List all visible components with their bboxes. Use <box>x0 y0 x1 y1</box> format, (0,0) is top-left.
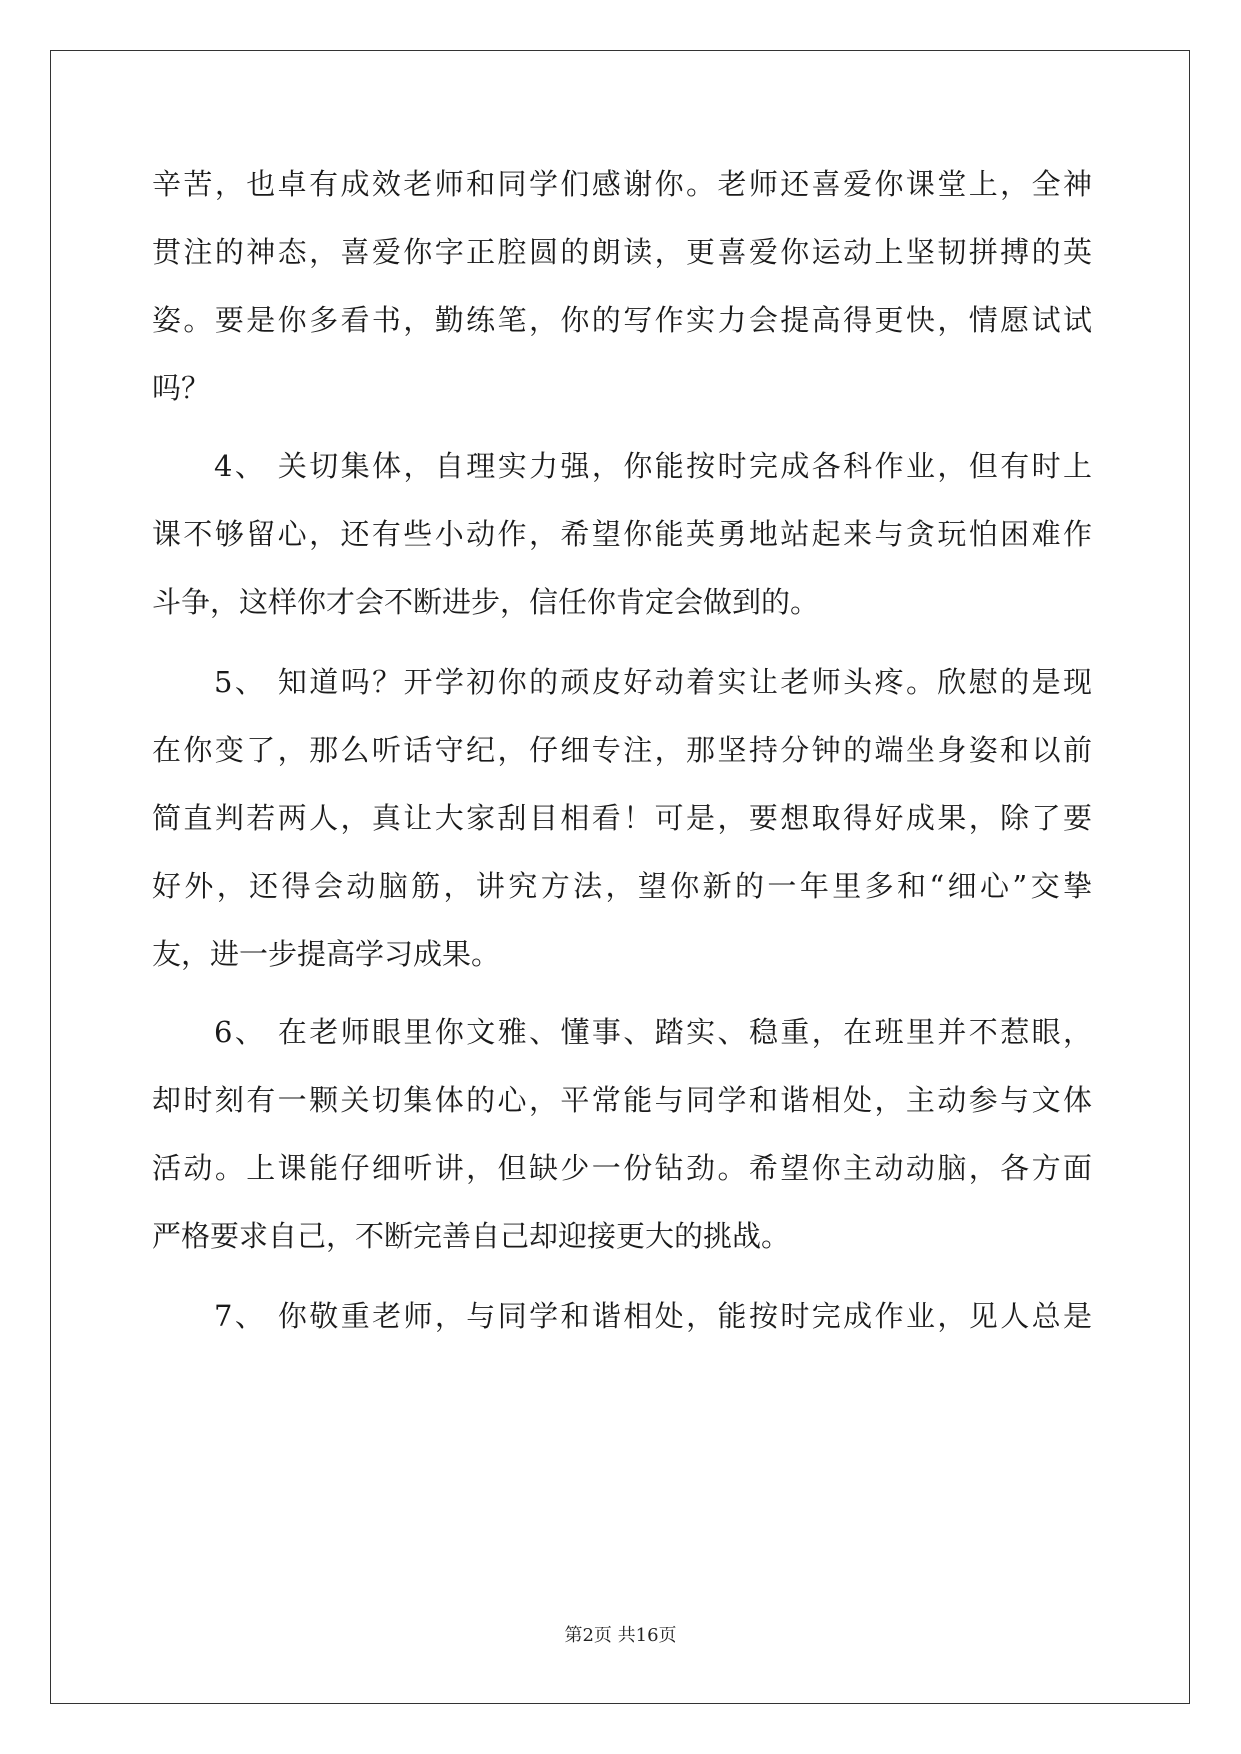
text-line: 严格要求自己，不断完善自己却迎接更大的挑战。 <box>152 1219 791 1253</box>
list-item-heading-line: 5、 知道吗？开学初你的顽皮好动着实让老师头疼。欣慰的是现 <box>214 665 1092 699</box>
list-item-heading-line: 6、 在老师眼里你文雅、懂事、踏实、稳重，在班里并不惹眼， <box>214 1015 1092 1049</box>
text-line: 课不够留心，还有些小动作，希望你能英勇地站起来与贪玩怕困难作 <box>152 517 1092 551</box>
text-line: 好外，还得会动脑筋，讲究方法，望你新的一年里多和“细心”交挚 <box>152 869 1092 903</box>
text-line: 吗？ <box>152 371 211 405</box>
text-line: 简直判若两人，真让大家刮目相看！可是，要想取得好成果，除了要 <box>152 801 1092 835</box>
text-line: 在你变了，那么听话守纪，仔细专注，那坚持分钟的端坐身姿和以前 <box>152 733 1092 767</box>
list-item-heading-line: 4、 关切集体，自理实力强，你能按时完成各科作业，但有时上 <box>214 449 1092 483</box>
text-line: 贯注的神态，喜爱你字正腔圆的朗读，更喜爱你运动上坚韧拼搏的英 <box>152 235 1092 269</box>
text-line: 友，进一步提高学习成果。 <box>152 937 501 971</box>
list-item-heading-line: 7、 你敬重老师，与同学和谐相处，能按时完成作业，见人总是 <box>214 1299 1092 1333</box>
text-line: 活动。上课能仔细听讲，但缺少一份钻劲。希望你主动动脑，各方面 <box>152 1151 1092 1185</box>
text-line: 却时刻有一颗关切集体的心，平常能与同学和谐相处，主动参与文体 <box>152 1083 1092 1117</box>
text-line: 姿。要是你多看书，勤练笔，你的写作实力会提高得更快，情愿试试 <box>152 303 1092 337</box>
page-number-footer: 第2页 共16页 <box>564 1625 677 1646</box>
text-line: 辛苦，也卓有成效老师和同学们感谢你。老师还喜爱你课堂上，全神 <box>152 167 1092 201</box>
text-line: 斗争，这样你才会不断进步，信任你肯定会做到的。 <box>152 585 820 619</box>
